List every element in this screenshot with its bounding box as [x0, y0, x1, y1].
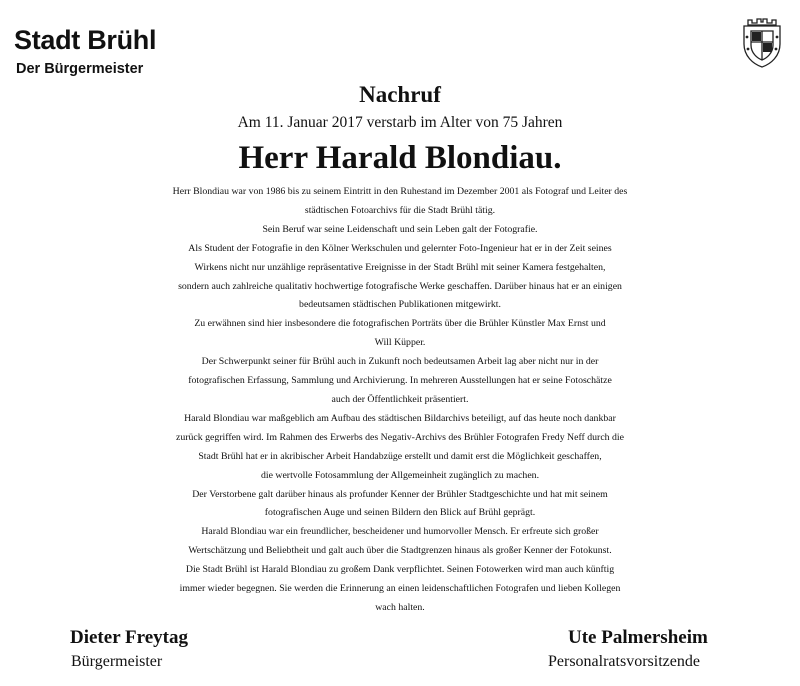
body-line: städtischen Fotoarchivs für die Stadt Brühl tätig.	[304, 204, 496, 216]
office-subtitle: Der Bürgermeister	[16, 61, 144, 77]
deceased-name: Herr Harald Blondiau.	[238, 140, 562, 176]
signatory-right-name: Ute Palmersheim	[568, 627, 708, 648]
body-line: Der Schwerpunkt seiner für Brühl auch in Zukunft noch bedeutsamen Arbeit lag aber nicht nur in der	[201, 356, 599, 368]
signatory-left-title: Bürgermeister	[71, 653, 163, 670]
body-line: fotografischen Auge und seinen Bildern den Blick auf Brühl geprägt.	[264, 507, 536, 519]
body-line: Harald Blondiau war ein freundlicher, bescheidener und humorvoller Mensch. Er erfreute sich großer	[201, 526, 599, 538]
body-line: die wertvolle Fotosammlung der Allgemeinheit zugänglich zu machen.	[260, 469, 540, 481]
body-line: Als Student der Fotografie in den Kölner Werkschulen und gelernter Foto-Ingenieur hat er in der Zeit seines	[188, 242, 612, 254]
body-line: fotografischen Erfassung, Sammlung und Archivierung. In mehreren Ausstellungen hat er seine Fotoschätze	[188, 375, 612, 387]
city-coat-of-arms-icon	[739, 17, 785, 69]
body-line: bedeutsamen städtischen Publikationen mitgewirkt.	[299, 299, 501, 311]
body-line: Der Verstorbene galt darüber hinaus als profunder Kenner der Brühler Stadtgeschichte und hat mit seinem	[192, 488, 608, 500]
body-line: Herr Blondiau war von 1986 bis zu seinem Eintritt in den Ruhestand im Dezember 2001 als Fotograf und Leiter des	[172, 186, 628, 197]
body-line: Sein Beruf war seine Leidenschaft und sein Leben galt der Fotografie.	[262, 223, 538, 235]
body-line: zurück gegriffen wird. Im Rahmen des Erwerbs des Negativ-Archivs des Brühler Fotografen Fredy Neff durch die	[176, 431, 624, 443]
body-line: Wirkens nicht nur unzählige repräsentative Ereignisse in der Stadt Brühl mit seiner Kamera festgehalten,	[194, 261, 606, 273]
body-line: sondern auch zahlreiche qualitativ hochwertige fotografische Werke geschaffen. Darüber hinaus hat er an einigen	[178, 280, 622, 292]
body-line: Harald Blondiau war maßgeblich am Aufbau des städtischen Bildarchivs beteiligt, auf das heute noch dankbar	[184, 412, 616, 424]
obituary-body	[4, 183, 796, 618]
body-line: Wertschätzung und Beliebtheit und galt auch über die Stadtgrenzen hinaus als großer Kenner der Fotokunst.	[188, 545, 612, 557]
signatory-right-title: Personalratsvorsitzende	[548, 653, 700, 670]
body-line: Die Stadt Brühl ist Harald Blondiau zu großem Dank verpflichtet. Seinen Fotowerken wird man auch künftig	[185, 564, 615, 576]
death-dateline: Am 11. Januar 2017 verstarb im Alter von 75 Jahren	[237, 114, 563, 131]
body-line: Zu erwähnen sind hier insbesondere die fotografischen Porträts über die Brühler Künstler Max Ernst und	[194, 318, 606, 330]
body-line: Will Küpper.	[374, 337, 426, 349]
signatory-left-name: Dieter Freytag	[70, 627, 188, 648]
body-line: immer wieder begegnen. Sie werden die Erinnerung an einen leidenschaftlichen Fotografen und lieben Kollegen	[179, 583, 621, 595]
city-title: Stadt Brühl	[14, 25, 157, 55]
body-line: wach halten.	[375, 601, 425, 613]
obituary-heading: Nachruf	[359, 82, 441, 107]
body-line: Stadt Brühl hat er in akribischer Arbeit Handabzüge erstellt und damit erst die Möglichkeit geschaffen,	[198, 450, 602, 462]
body-line: auch der Öffentlichkeit präsentiert.	[331, 393, 469, 405]
